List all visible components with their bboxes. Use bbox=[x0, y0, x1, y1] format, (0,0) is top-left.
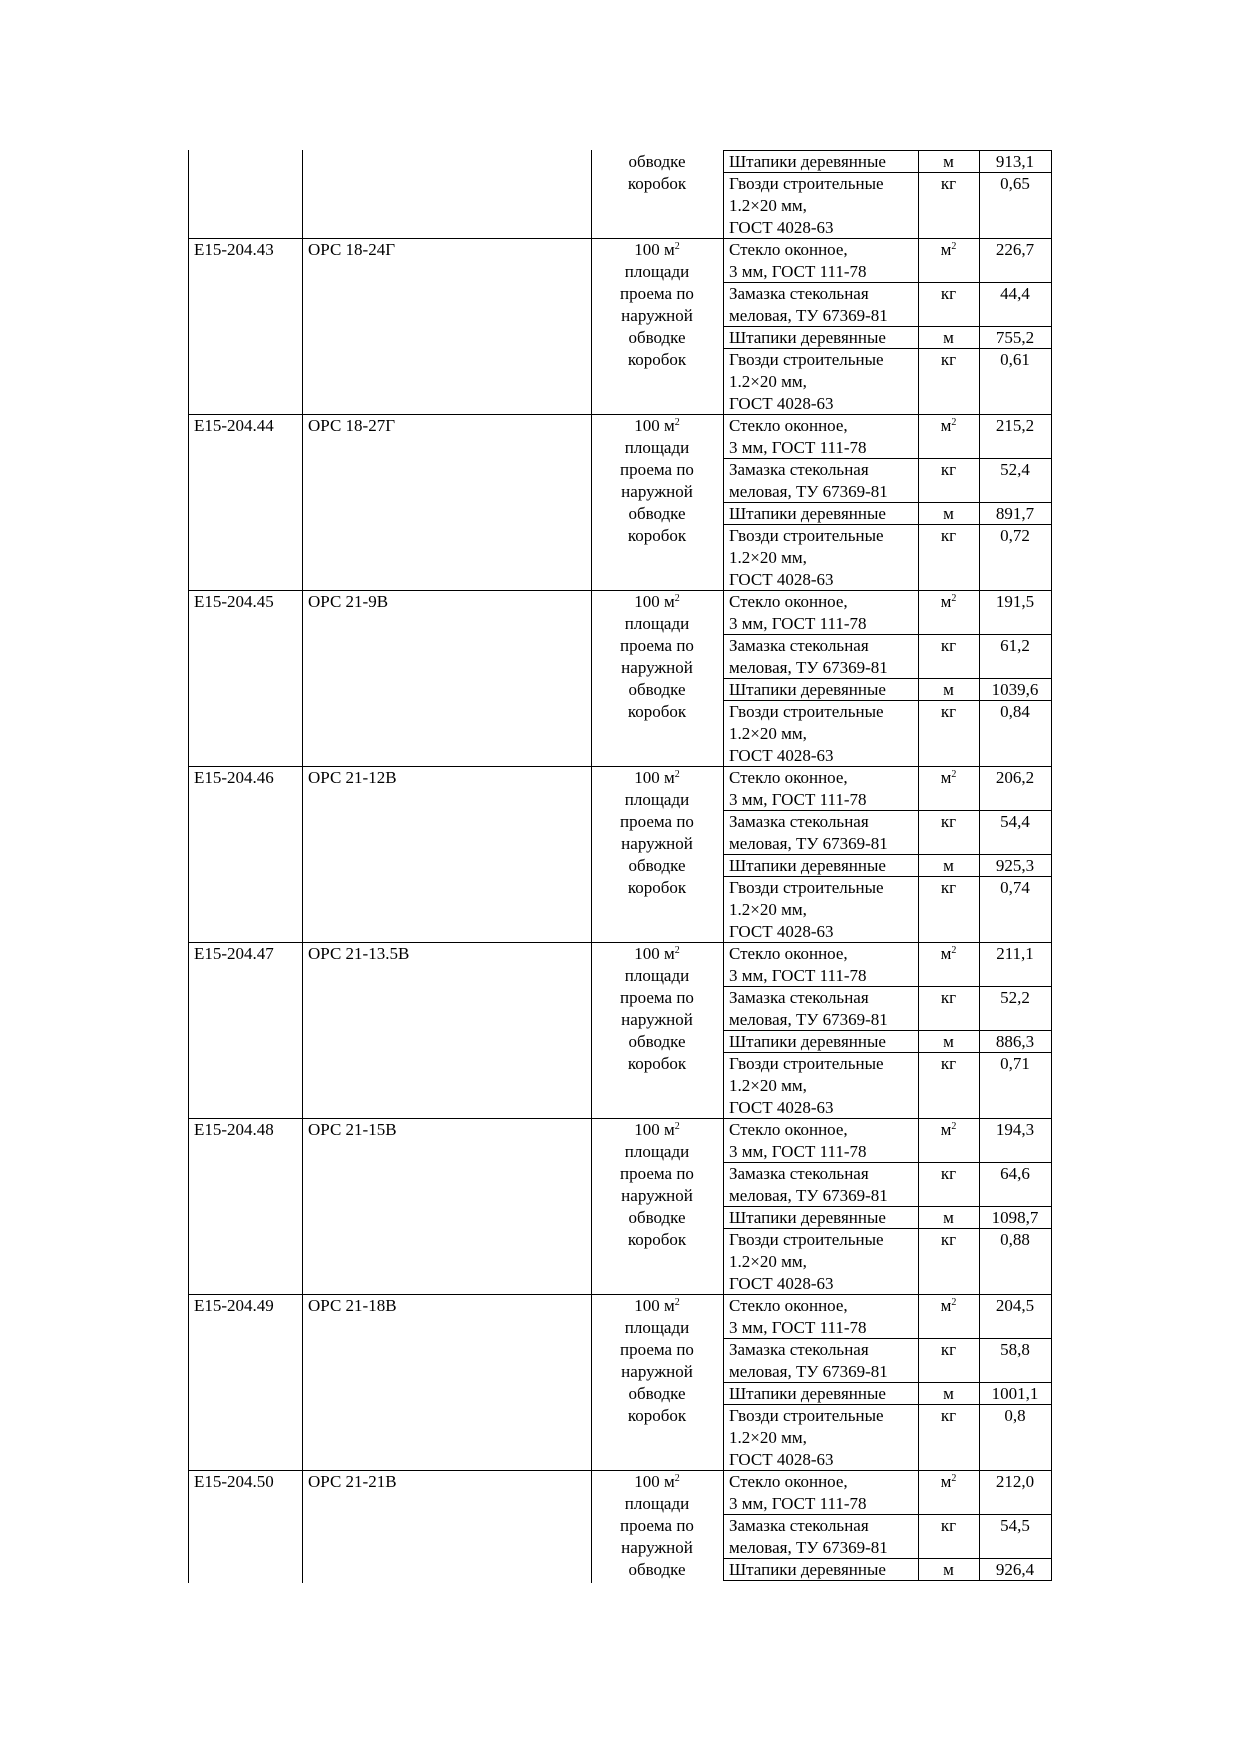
resource-unit: м bbox=[943, 504, 954, 523]
unit-text-line: коробок bbox=[627, 174, 687, 193]
resource-unit: кг bbox=[940, 702, 957, 721]
resource-value: 212,0 bbox=[995, 1472, 1035, 1491]
resource-unit: кг bbox=[940, 812, 957, 831]
resource-value: 0,84 bbox=[1000, 702, 1030, 721]
resource-value: 1001,1 bbox=[991, 1384, 1039, 1403]
resource-unit: кг bbox=[940, 1406, 957, 1425]
resource-name-line: Штапики деревянные bbox=[729, 1032, 886, 1051]
unit-qty-superscript: 2 bbox=[674, 1473, 680, 1484]
unit-text-line: коробок bbox=[627, 1406, 687, 1425]
unit-text-line: проема по bbox=[620, 988, 694, 1007]
resource-name-line: Замазка стекольная bbox=[729, 460, 869, 479]
resource-name-line: 3 мм, ГОСТ 111-78 bbox=[729, 1142, 867, 1161]
resource-unit: м bbox=[943, 1208, 954, 1227]
resource-name-line: Штапики деревянные bbox=[729, 1384, 886, 1403]
resource-name-line: Замазка стекольная bbox=[729, 636, 869, 655]
col-border-code bbox=[188, 150, 189, 1583]
unit-text-line: проема по bbox=[620, 460, 694, 479]
resource-value: 886,3 bbox=[995, 1032, 1035, 1051]
unit-text-line: проема по bbox=[620, 1340, 694, 1359]
unit-text-line: наружной bbox=[621, 482, 693, 501]
col-border-res-value bbox=[979, 150, 980, 1581]
col-border-name bbox=[302, 150, 303, 1583]
resource-name-line: Замазка стекольная bbox=[729, 1340, 869, 1359]
resource-value: 194,3 bbox=[995, 1120, 1035, 1139]
resource-unit: м bbox=[943, 856, 954, 875]
resource-unit: кг bbox=[940, 1230, 957, 1249]
resource-unit: $м^2$ bbox=[940, 592, 957, 611]
resource-unit-superscript: 2 bbox=[951, 769, 957, 780]
resource-name-line: меловая, ТУ 67369-81 bbox=[729, 1186, 888, 1205]
entry-code: Е15-204.43 bbox=[194, 240, 274, 259]
unit-text-line: наружной bbox=[621, 1538, 693, 1557]
unit-text-line: наружной bbox=[621, 1362, 693, 1381]
entry-name: ОРС 21-18В bbox=[308, 1296, 397, 1315]
resource-name-line: Штапики деревянные bbox=[729, 504, 886, 523]
resource-value: 204,5 bbox=[995, 1296, 1035, 1315]
resource-unit: м bbox=[943, 680, 954, 699]
resource-name-line: 1.2×20 мм, bbox=[729, 1428, 807, 1447]
resource-unit-superscript: 2 bbox=[951, 417, 957, 428]
resource-value: 215,2 bbox=[995, 416, 1035, 435]
unit-text-line: площади bbox=[624, 1318, 690, 1337]
unit-text-line: проема по bbox=[620, 1516, 694, 1535]
unit-text-line: площади bbox=[624, 1494, 690, 1513]
resource-value: 0,74 bbox=[1000, 878, 1030, 897]
resource-unit: м bbox=[943, 1384, 954, 1403]
resource-name-line: меловая, ТУ 67369-81 bbox=[729, 306, 888, 325]
unit-text-line: площади bbox=[624, 262, 690, 281]
resource-name-line: 3 мм, ГОСТ 111-78 bbox=[729, 262, 867, 281]
entry-code: Е15-204.48 bbox=[194, 1120, 274, 1139]
unit-text-line: обводке bbox=[628, 680, 686, 699]
resource-name-line: Стекло оконное, bbox=[729, 416, 848, 435]
unit-text-line: коробок bbox=[627, 878, 687, 897]
resource-unit: $м^2$ bbox=[940, 1120, 957, 1139]
unit-text-line: обводке bbox=[628, 152, 686, 171]
resource-unit: $м^2$ bbox=[940, 240, 957, 259]
resource-value: 54,4 bbox=[1000, 812, 1030, 831]
resource-name-line: ГОСТ 4028-63 bbox=[729, 922, 834, 941]
unit-text-line: площади bbox=[624, 1142, 690, 1161]
resource-name-line: 3 мм, ГОСТ 111-78 bbox=[729, 790, 867, 809]
resource-name-line: Замазка стекольная bbox=[729, 812, 869, 831]
col-border-res-unit bbox=[918, 150, 919, 1581]
resource-name-line: Стекло оконное, bbox=[729, 592, 848, 611]
unit-text-line: обводке bbox=[628, 1560, 686, 1579]
resource-name-line: ГОСТ 4028-63 bbox=[729, 1450, 834, 1469]
unit-qty-superscript: 2 bbox=[674, 417, 680, 428]
unit-qty: 100 $м^2$ bbox=[634, 1472, 680, 1491]
unit-text-line: наружной bbox=[621, 658, 693, 677]
resource-unit: м bbox=[943, 1032, 954, 1051]
resource-value: 44,4 bbox=[1000, 284, 1030, 303]
resource-name-line: Стекло оконное, bbox=[729, 1472, 848, 1491]
unit-text-line: проема по bbox=[620, 636, 694, 655]
resource-name-line: Штапики деревянные bbox=[729, 1560, 886, 1579]
unit-text-line: наружной bbox=[621, 834, 693, 853]
resource-name-line: 1.2×20 мм, bbox=[729, 548, 807, 567]
resource-name-line: Замазка стекольная bbox=[729, 284, 869, 303]
resource-unit: кг bbox=[940, 636, 957, 655]
resource-value: 61,2 bbox=[1000, 636, 1030, 655]
resource-name-line: 3 мм, ГОСТ 111-78 bbox=[729, 1318, 867, 1337]
resource-name-line: Штапики деревянные bbox=[729, 1208, 886, 1227]
resource-value: 54,5 bbox=[1000, 1516, 1030, 1535]
unit-text-line: обводке bbox=[628, 1384, 686, 1403]
resource-unit: кг bbox=[940, 174, 957, 193]
resource-unit: $м^2$ bbox=[940, 1296, 957, 1315]
resource-unit: кг bbox=[940, 988, 957, 1007]
resource-name-line: 1.2×20 мм, bbox=[729, 196, 807, 215]
resource-name-line: 3 мм, ГОСТ 111-78 bbox=[729, 438, 867, 457]
entry-name: ОРС 18-27Г bbox=[308, 416, 396, 435]
resource-name-line: меловая, ТУ 67369-81 bbox=[729, 658, 888, 677]
resource-name-line: 3 мм, ГОСТ 111-78 bbox=[729, 614, 867, 633]
resource-value: 926,4 bbox=[995, 1560, 1035, 1579]
unit-text-line: обводке bbox=[628, 328, 686, 347]
resource-name-line: 1.2×20 мм, bbox=[729, 724, 807, 743]
unit-qty-superscript: 2 bbox=[674, 593, 680, 604]
resource-unit: кг bbox=[940, 878, 957, 897]
unit-qty: 100 $м^2$ bbox=[634, 1120, 680, 1139]
resource-unit: $м^2$ bbox=[940, 416, 957, 435]
col-border-unit bbox=[591, 150, 592, 1583]
unit-text-line: площади bbox=[624, 790, 690, 809]
entry-code: Е15-204.45 bbox=[194, 592, 274, 611]
unit-text-line: обводке bbox=[628, 856, 686, 875]
resource-name-line: Штапики деревянные bbox=[729, 328, 886, 347]
resource-value: 58,8 bbox=[1000, 1340, 1030, 1359]
resource-name-line: Штапики деревянные bbox=[729, 680, 886, 699]
unit-text-line: площади bbox=[624, 438, 690, 457]
resource-name-line: меловая, ТУ 67369-81 bbox=[729, 1010, 888, 1029]
resource-unit: $м^2$ bbox=[940, 1472, 957, 1491]
resource-name-line: 3 мм, ГОСТ 111-78 bbox=[729, 1494, 867, 1513]
entry-name: ОРС 21-13.5В bbox=[308, 944, 410, 963]
resource-name-line: ГОСТ 4028-63 bbox=[729, 394, 834, 413]
unit-text-line: коробок bbox=[627, 526, 687, 545]
resource-name-line: Стекло оконное, bbox=[729, 944, 848, 963]
resource-unit-superscript: 2 bbox=[951, 945, 957, 956]
resource-name-line: меловая, ТУ 67369-81 bbox=[729, 1538, 888, 1557]
unit-text-line: обводке bbox=[628, 504, 686, 523]
resource-unit: кг bbox=[940, 350, 957, 369]
resource-unit: кг bbox=[940, 526, 957, 545]
resource-name-line: ГОСТ 4028-63 bbox=[729, 746, 834, 765]
resource-value: 191,5 bbox=[995, 592, 1035, 611]
resource-name-line: ГОСТ 4028-63 bbox=[729, 1098, 834, 1117]
resource-unit: кг bbox=[940, 1164, 957, 1183]
resource-name-line: Гвозди строительные bbox=[729, 878, 884, 897]
resource-value: 0,61 bbox=[1000, 350, 1030, 369]
resource-unit: кг bbox=[940, 1516, 957, 1535]
col-border-right bbox=[1051, 150, 1052, 1581]
resource-value: 913,1 bbox=[995, 152, 1035, 171]
unit-qty: 100 $м^2$ bbox=[634, 592, 680, 611]
unit-qty-superscript: 2 bbox=[674, 945, 680, 956]
resource-value: 211,1 bbox=[996, 944, 1034, 963]
unit-text-line: площади bbox=[624, 966, 690, 985]
resource-value: 0,8 bbox=[1004, 1406, 1026, 1425]
col-border-resource bbox=[723, 150, 724, 1581]
unit-qty: 100 $м^2$ bbox=[634, 768, 680, 787]
resource-name-line: меловая, ТУ 67369-81 bbox=[729, 482, 888, 501]
unit-text-line: проема по bbox=[620, 1164, 694, 1183]
unit-qty-superscript: 2 bbox=[674, 1297, 680, 1308]
resource-unit: кг bbox=[940, 1340, 957, 1359]
resource-name-line: Стекло оконное, bbox=[729, 768, 848, 787]
resource-name-line: меловая, ТУ 67369-81 bbox=[729, 1362, 888, 1381]
resource-name-line: Гвозди строительные bbox=[729, 1054, 884, 1073]
resource-name-line: Гвозди строительные bbox=[729, 350, 884, 369]
resource-name-line: 1.2×20 мм, bbox=[729, 1076, 807, 1095]
unit-text-line: коробок bbox=[627, 1230, 687, 1249]
resource-name-line: Замазка стекольная bbox=[729, 988, 869, 1007]
unit-text-line: проема по bbox=[620, 812, 694, 831]
resource-value: 64,6 bbox=[1000, 1164, 1030, 1183]
resource-value: 52,2 bbox=[1000, 988, 1030, 1007]
unit-text-line: проема по bbox=[620, 284, 694, 303]
resource-name-line: ГОСТ 4028-63 bbox=[729, 570, 834, 589]
resource-value: 0,71 bbox=[1000, 1054, 1030, 1073]
resource-name-line: Стекло оконное, bbox=[729, 1120, 848, 1139]
resource-value: 755,2 bbox=[995, 328, 1035, 347]
resource-name-line: меловая, ТУ 67369-81 bbox=[729, 834, 888, 853]
resource-name-line: 1.2×20 мм, bbox=[729, 372, 807, 391]
resource-name-line: ГОСТ 4028-63 bbox=[729, 1274, 834, 1293]
resource-unit: м bbox=[943, 328, 954, 347]
resource-unit: м bbox=[943, 1560, 954, 1579]
resource-value: 206,2 bbox=[995, 768, 1035, 787]
resource-unit: $м^2$ bbox=[940, 768, 957, 787]
resource-name-line: Штапики деревянные bbox=[729, 152, 886, 171]
resource-unit-superscript: 2 bbox=[951, 241, 957, 252]
unit-text-line: наружной bbox=[621, 1010, 693, 1029]
entry-code: Е15-204.50 bbox=[194, 1472, 274, 1491]
resource-unit-superscript: 2 bbox=[951, 1473, 957, 1484]
resource-name-line: Гвозди строительные bbox=[729, 1406, 884, 1425]
resource-name-line: 1.2×20 мм, bbox=[729, 1252, 807, 1271]
resource-unit: кг bbox=[940, 460, 957, 479]
unit-qty: 100 $м^2$ bbox=[634, 416, 680, 435]
resource-name-line: 1.2×20 мм, bbox=[729, 900, 807, 919]
unit-text-line: наружной bbox=[621, 1186, 693, 1205]
resource-value: 891,7 bbox=[995, 504, 1035, 523]
resource-name-line: Стекло оконное, bbox=[729, 1296, 848, 1315]
resource-value: 0,88 bbox=[1000, 1230, 1030, 1249]
resource-unit: кг bbox=[940, 1054, 957, 1073]
unit-text-line: обводке bbox=[628, 1032, 686, 1051]
entry-code: Е15-204.47 bbox=[194, 944, 274, 963]
entry-code: Е15-204.44 bbox=[194, 416, 274, 435]
resource-value: 52,4 bbox=[1000, 460, 1030, 479]
resource-name-line: 3 мм, ГОСТ 111-78 bbox=[729, 966, 867, 985]
unit-qty: 100 $м^2$ bbox=[634, 240, 680, 259]
resource-value: 0,65 bbox=[1000, 174, 1030, 193]
resource-value: 226,7 bbox=[995, 240, 1035, 259]
unit-text-line: площади bbox=[624, 614, 690, 633]
entry-code: Е15-204.49 bbox=[194, 1296, 274, 1315]
resource-name-line: Замазка стекольная bbox=[729, 1516, 869, 1535]
unit-qty-superscript: 2 bbox=[674, 1121, 680, 1132]
unit-text-line: коробок bbox=[627, 702, 687, 721]
resource-unit: кг bbox=[940, 284, 957, 303]
resource-value: 925,3 bbox=[995, 856, 1035, 875]
unit-text-line: обводке bbox=[628, 1208, 686, 1227]
resource-unit-superscript: 2 bbox=[951, 1297, 957, 1308]
unit-qty: 100 $м^2$ bbox=[634, 944, 680, 963]
resource-name-line: Гвозди строительные bbox=[729, 1230, 884, 1249]
resource-unit: м bbox=[943, 152, 954, 171]
resource-unit-superscript: 2 bbox=[951, 593, 957, 604]
resource-value: 0,72 bbox=[1000, 526, 1030, 545]
unit-text-line: коробок bbox=[627, 350, 687, 369]
entry-name: ОРС 21-21В bbox=[308, 1472, 397, 1491]
resource-name-line: ГОСТ 4028-63 bbox=[729, 218, 834, 237]
unit-qty: 100 $м^2$ bbox=[634, 1296, 680, 1315]
unit-text-line: коробок bbox=[627, 1054, 687, 1073]
resource-name-line: Стекло оконное, bbox=[729, 240, 848, 259]
resource-name-line: Замазка стекольная bbox=[729, 1164, 869, 1183]
resource-unit: $м^2$ bbox=[940, 944, 957, 963]
unit-qty-superscript: 2 bbox=[674, 769, 680, 780]
unit-text-line: наружной bbox=[621, 306, 693, 325]
resource-unit-superscript: 2 bbox=[951, 1121, 957, 1132]
resource-value: 1098,7 bbox=[991, 1208, 1039, 1227]
resource-name-line: Гвозди строительные bbox=[729, 526, 884, 545]
unit-qty-superscript: 2 bbox=[674, 241, 680, 252]
resource-value: 1039,6 bbox=[991, 680, 1039, 699]
resource-name-line: Гвозди строительные bbox=[729, 702, 884, 721]
resource-name-line: Штапики деревянные bbox=[729, 856, 886, 875]
entry-name: ОРС 21-9В bbox=[308, 592, 389, 611]
entry-name: ОРС 18-24Г bbox=[308, 240, 396, 259]
entry-code: Е15-204.46 bbox=[194, 768, 274, 787]
resource-name-line: Гвозди строительные bbox=[729, 174, 884, 193]
resource-row-border bbox=[723, 1580, 1052, 1581]
entry-name: ОРС 21-12В bbox=[308, 768, 397, 787]
entry-name: ОРС 21-15В bbox=[308, 1120, 397, 1139]
